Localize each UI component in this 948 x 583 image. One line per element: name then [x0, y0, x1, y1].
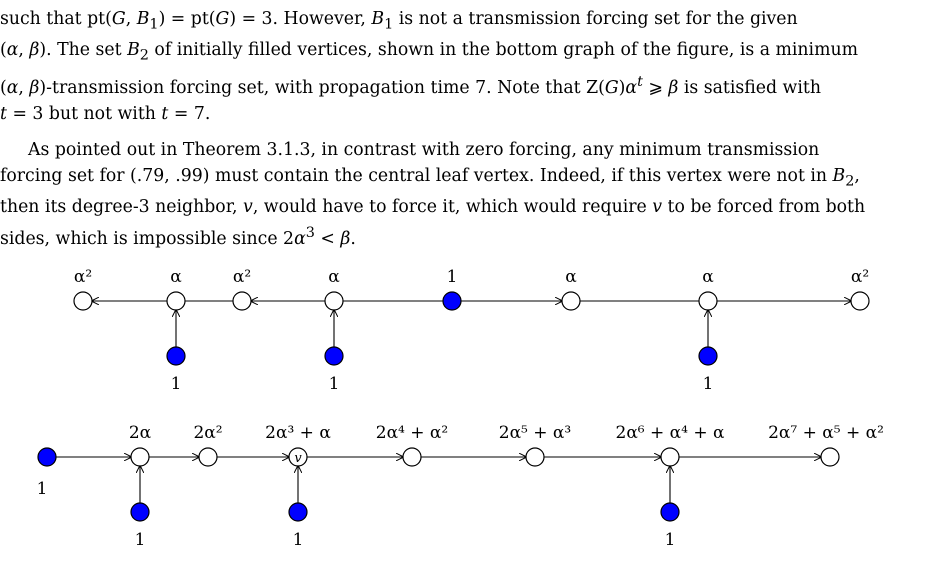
top-leaf-label-1: 1	[328, 374, 340, 394]
bottom-path-label-3: 2α³ + α	[265, 423, 331, 443]
bottom-path-vertex-5	[526, 448, 544, 466]
p1-line-1: such that pt(G, $B_1) = pt(G) = 3$. However, $B_1$ is not a transmission forcing set for the given	[0, 9, 798, 33]
top-path-vertex-1	[167, 292, 185, 310]
top-path-label-3: α	[328, 267, 340, 287]
bottom-path-label-5: 2α⁵ + α³	[498, 423, 572, 443]
top-path-vertex-6	[699, 292, 717, 310]
vertex-v-label: v	[294, 451, 302, 466]
top-leaf-vertex-1	[325, 347, 343, 365]
p2-line-3: then its degree-3 neighbor, v, would have to force it, which would require v to be forced from both	[0, 197, 866, 218]
top-path-label-5: α	[565, 267, 577, 287]
top-path-vertex-4	[443, 292, 461, 310]
bottom-graph	[37, 423, 884, 550]
bottom-path-label-4: 2α⁴ + α²	[375, 423, 449, 443]
p2-line-4: sides, which is impossible since $2\alpha^3 < \beta$.	[0, 225, 356, 250]
top-path-label-7: α²	[850, 267, 870, 287]
bottom-path-label-2: 2α²	[193, 423, 223, 443]
bottom-path-vertex-4	[403, 448, 421, 466]
bottom-leaf-vertex-0	[131, 503, 149, 521]
top-leaf-label-2: 1	[702, 374, 714, 394]
bottom-path-vertex-1	[131, 448, 149, 466]
top-path-vertex-2	[233, 292, 251, 310]
top-path-label-0: α²	[73, 267, 93, 287]
p1-line-2: (α, β). The set $B_2$ of initially filled vertices, shown in the bottom graph of the figure, is a minimum	[0, 40, 858, 64]
top-path-vertex-3	[325, 292, 343, 310]
top-path-label-6: α	[702, 267, 714, 287]
top-leaf-vertex-0	[167, 347, 185, 365]
p2-line-1: As pointed out in Theorem 3.1.3, in contrast with zero forcing, any minimum transmission	[28, 140, 820, 160]
p2-line-2: forcing set for (.79, .99) must contain the central leaf vertex. Indeed, if this vertex were not in $B_2$,	[0, 166, 860, 190]
bottom-path-label-1: 2α	[128, 423, 152, 443]
top-leaf-vertex-2	[699, 347, 717, 365]
bottom-path-vertex-6	[661, 448, 679, 466]
bottom-leaf-label-1: 1	[292, 530, 304, 550]
top-path-label-2: α²	[232, 267, 252, 287]
p1-line-4: t = 3 but not with t = 7.	[0, 103, 211, 124]
top-path-label-1: α	[170, 267, 182, 287]
bottom-path-vertex-7	[821, 448, 839, 466]
top-path-vertex-7	[851, 292, 869, 310]
bottom-path-label-6: 2α⁶ + α⁴ + α	[615, 423, 725, 443]
top-leaf-label-0: 1	[170, 374, 182, 394]
p1-line-3: (α, β)-transmission forcing set, with propagation time 7. Note that $Z(G)\alpha^t$ ⩾ β is satisfied with	[0, 73, 821, 98]
top-path-vertex-5	[562, 292, 580, 310]
top-path-label-4: 1	[446, 267, 458, 287]
bottom-path-label-7: 2α⁷ + α⁵ + α²	[768, 423, 884, 443]
bottom-path-vertex-2	[199, 448, 217, 466]
bottom-path-label-0: 1	[36, 479, 48, 499]
top-path-vertex-0	[74, 292, 92, 310]
bottom-leaf-vertex-2	[661, 503, 679, 521]
top-graph	[74, 267, 869, 394]
bottom-leaf-vertex-1	[289, 503, 307, 521]
bottom-leaf-label-0: 1	[134, 530, 146, 550]
bottom-path-vertex-0	[38, 448, 56, 466]
bottom-leaf-label-2: 1	[664, 530, 676, 550]
